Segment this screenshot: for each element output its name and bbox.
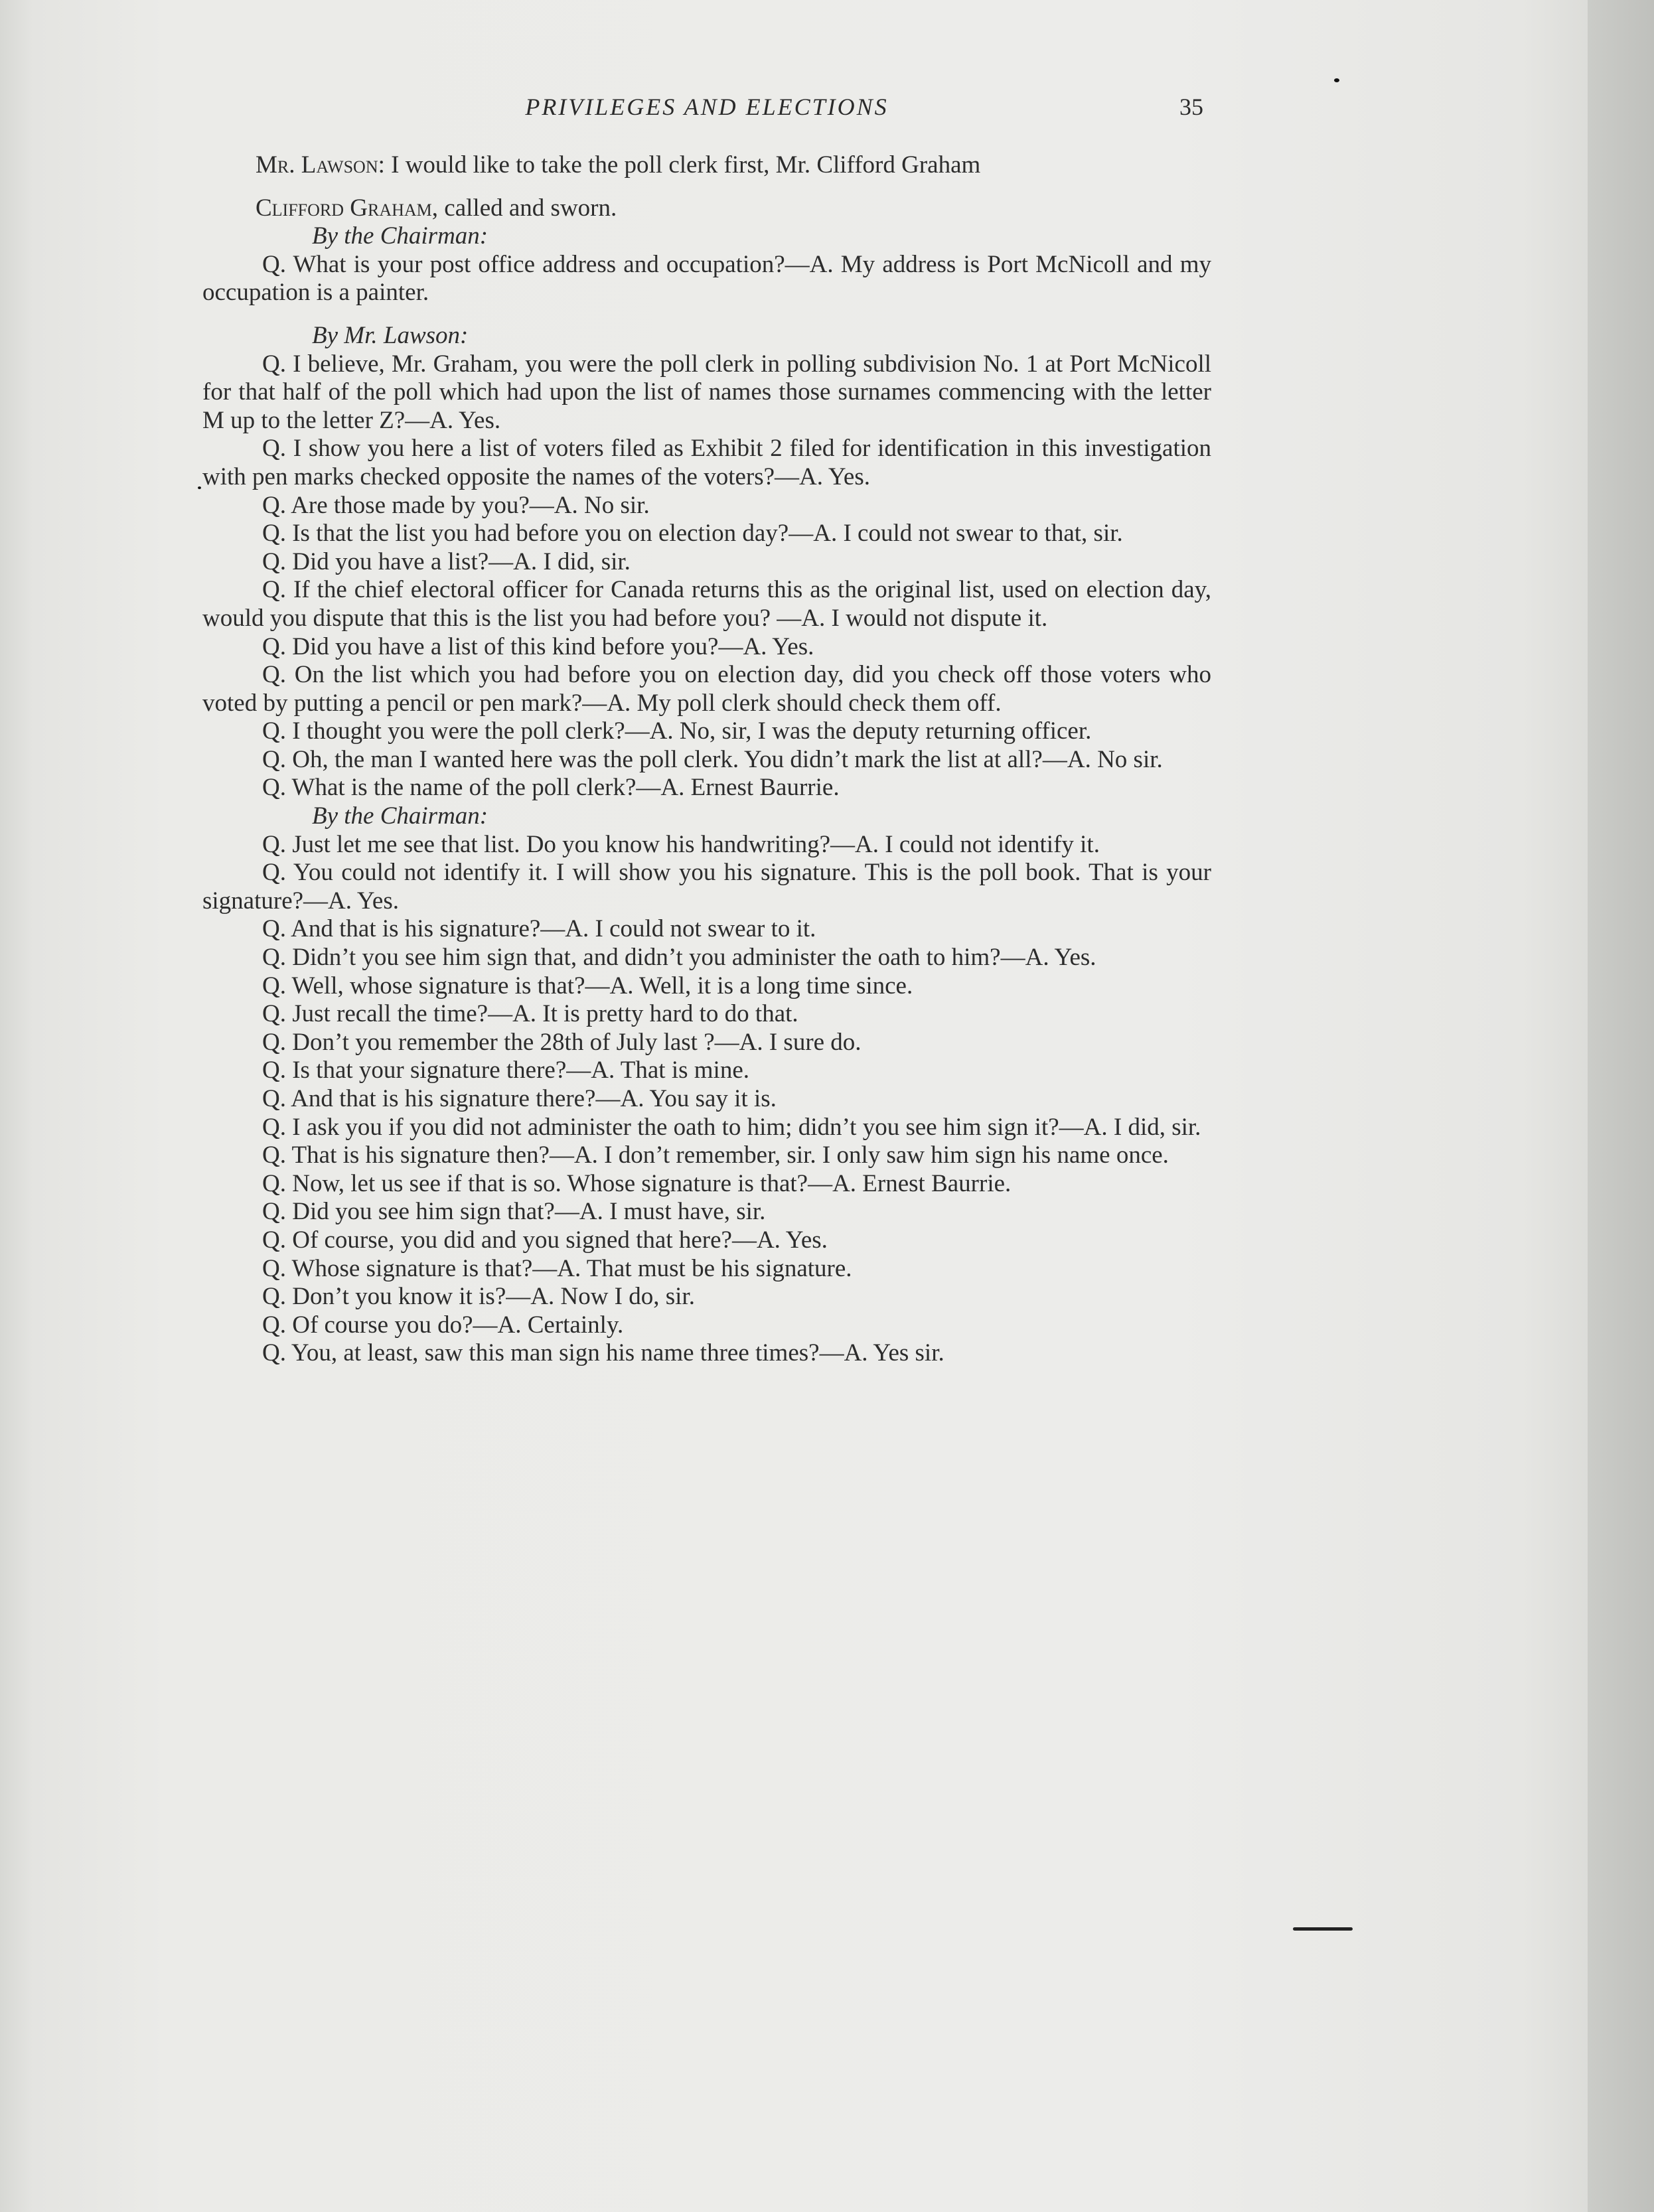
ink-smudge bbox=[1293, 1927, 1353, 1931]
witness-name: Clifford Graham bbox=[256, 194, 432, 222]
qa-paragraph: Q. Oh, the man I wanted here was the poll clerk. You didn’t mark the list at all?—A. No sir. bbox=[262, 745, 1163, 773]
qa-paragraph: Q. Of course you do?—A. Certainly. bbox=[262, 1311, 624, 1339]
witness-text: , called and sworn. bbox=[431, 194, 617, 222]
examiner-heading: By Mr. Lawson: bbox=[312, 321, 469, 349]
qa-paragraph: Q. I show you here a list of voters filed as Exhibit 2 filed for identification in this investigation with pen marks checked opposite the names of the voters?—A. Yes. bbox=[202, 435, 1211, 490]
qa-paragraph: Q. Just recall the time?—A. It is pretty hard to do that. bbox=[262, 1000, 798, 1028]
qa-paragraph: Q. And that is his signature?—A. I could not swear to it. bbox=[262, 915, 816, 943]
qa-paragraph: Q. Now, let us see if that is so. Whose signature is that?—A. Ernest Baurrie. bbox=[262, 1169, 1012, 1197]
running-title: PRIVILEGES AND ELECTIONS bbox=[525, 94, 889, 120]
qa-paragraph: Q. You could not identify it. I will show you his signature. This is the poll book. That is your signature?—A. Yes. bbox=[202, 859, 1211, 915]
qa-paragraph: Q. I ask you if you did not administer the oath to him; didn’t you see him sign it?—A. I did, sir. bbox=[262, 1113, 1201, 1141]
page-edge-shadow bbox=[1588, 0, 1654, 2212]
qa-paragraph: Q. Are those made by you?—A. No sir. bbox=[262, 491, 650, 519]
qa-paragraph: Q. What is your post office address and occupation?—A. My address is Port McNicoll and my occupation is a painter. bbox=[202, 250, 1211, 307]
qa-paragraph: Q. Of course, you did and you signed that here?—A. Yes. bbox=[262, 1226, 828, 1254]
qa-paragraph: Q. Don’t you know it is?—A. Now I do, sir. bbox=[262, 1283, 695, 1311]
qa-paragraph: Q. If the chief electoral officer for Canada returns this as the original list, used on election day, would you dispute that this is the list you had before you? —A. I would not dispute it. bbox=[202, 576, 1211, 632]
page-number: 35 bbox=[1179, 94, 1203, 120]
qa-paragraph: Q. And that is his signature there?—A. You say it is. bbox=[262, 1085, 777, 1112]
qa-paragraph: Q. Is that your signature there?—A. That is mine. bbox=[262, 1057, 750, 1084]
qa-paragraph: Q. That is his signature then?—A. I don’t remember, sir. I only saw him sign his name once. bbox=[262, 1142, 1169, 1169]
transcript-body bbox=[202, 151, 1211, 1368]
running-head bbox=[202, 93, 1211, 133]
qa-paragraph: Q. Did you see him sign that?—A. I must have, sir. bbox=[262, 1198, 766, 1226]
speaker-text: : I would like to take the poll clerk first, Mr. Clifford Graham bbox=[378, 151, 981, 179]
examiner-heading: By the Chairman: bbox=[312, 222, 489, 250]
qa-paragraph: Q. What is the name of the poll clerk?—A. Ernest Baurrie. bbox=[262, 774, 840, 802]
qa-paragraph: Q. Is that the list you had before you on election day?—A. I could not swear to that, sir. bbox=[262, 520, 1123, 548]
examiner-heading: By the Chairman: bbox=[312, 802, 489, 830]
qa-paragraph: Q. Did you have a list?—A. I did, sir. bbox=[262, 548, 631, 575]
qa-paragraph: Q. Well, whose signature is that?—A. Well, it is a long time since. bbox=[262, 972, 913, 999]
ink-speck bbox=[1334, 78, 1339, 82]
qa-paragraph: Q. I believe, Mr. Graham, you were the poll clerk in polling subdivision No. 1 at Port McNicoll for that half of the poll which had upon the list of names those surnames commencing with the letter M up to the letter Z?—A. Yes. bbox=[202, 350, 1211, 434]
qa-paragraph: Q. Just let me see that list. Do you know his handwriting?—A. I could not identify it. bbox=[262, 830, 1100, 858]
witness-paragraph bbox=[202, 194, 1211, 223]
speaker-paragraph bbox=[202, 151, 1211, 180]
qa-paragraph: Q. I thought you were the poll clerk?—A. No, sir, I was the deputy returning officer. bbox=[262, 717, 1092, 745]
qa-paragraph: Q. Didn’t you see him sign that, and didn’t you administer the oath to him?—A. Yes. bbox=[262, 944, 1096, 972]
qa-paragraph: Q. Whose signature is that?—A. That must be his signature. bbox=[262, 1254, 852, 1282]
speaker-name: Mr. Lawson bbox=[256, 151, 378, 179]
qa-paragraph: Q. Don’t you remember the 28th of July last ?—A. I sure do. bbox=[262, 1028, 862, 1056]
qa-paragraph: Q. You, at least, saw this man sign his name three times?—A. Yes sir. bbox=[262, 1339, 944, 1367]
ink-speck bbox=[198, 486, 201, 489]
qa-paragraph: Q. Did you have a list of this kind before you?—A. Yes. bbox=[262, 632, 814, 660]
qa-paragraph: Q. On the list which you had before you on election day, did you check off those voters who voted by putting a pencil or pen mark?—A. My poll clerk should check them off. bbox=[202, 661, 1211, 717]
